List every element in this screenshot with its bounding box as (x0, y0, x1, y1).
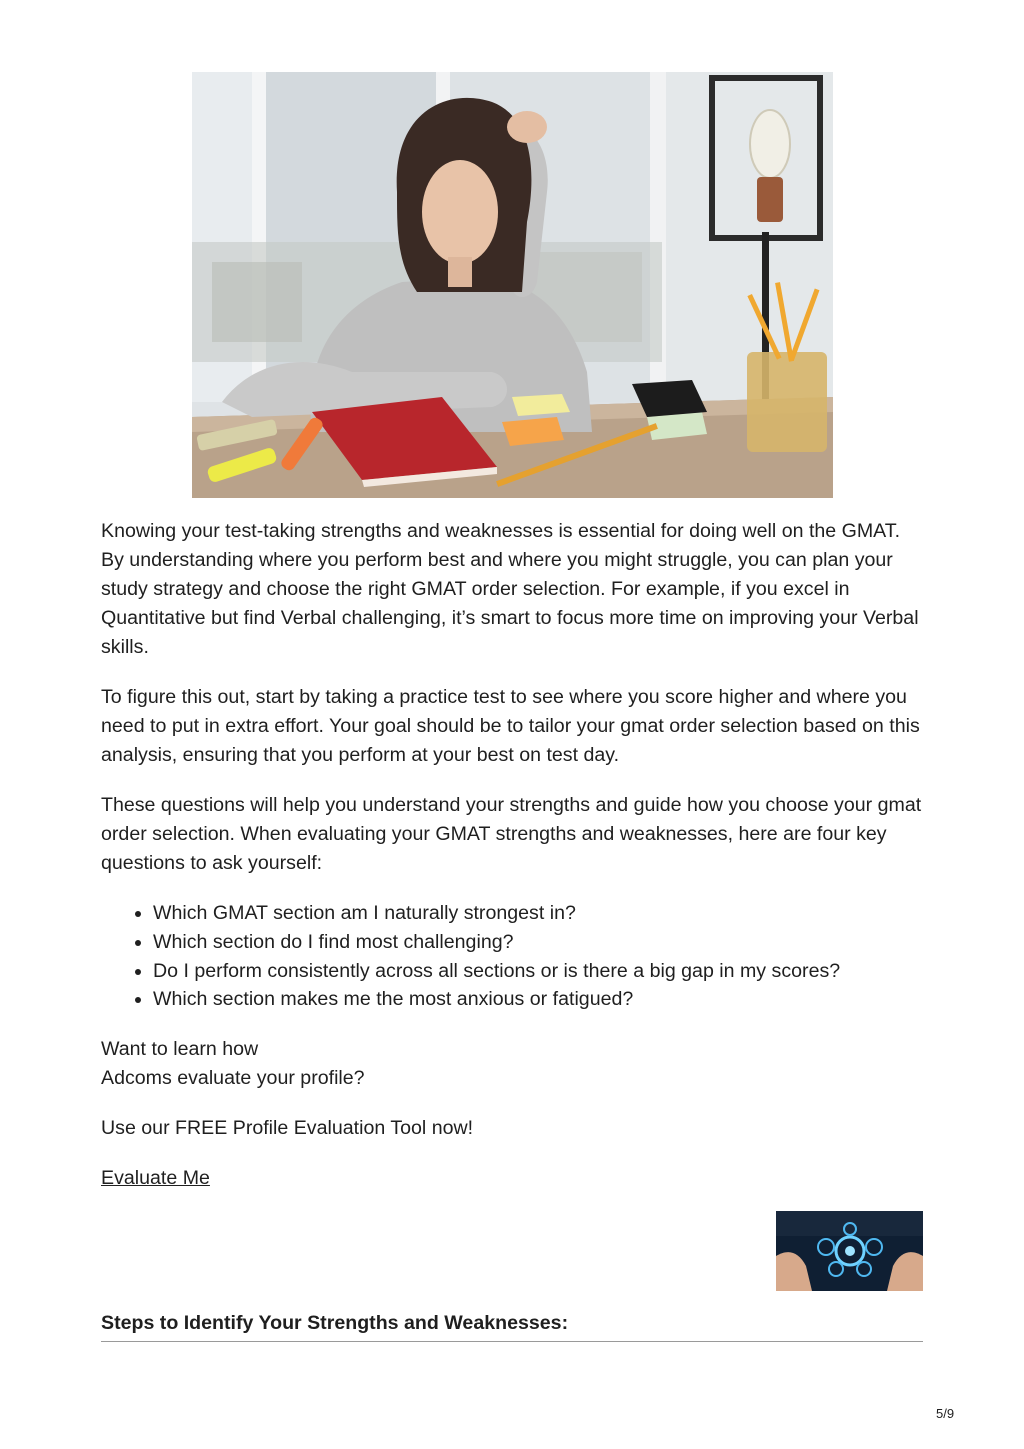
list-item: • Do I perform consistently across all sections or is there a big gap in my scores? (153, 957, 923, 986)
page-number: 5/9 (936, 1406, 955, 1421)
questions-list (101, 899, 923, 1014)
article-body (101, 517, 923, 1214)
thumbnail-image[interactable] (776, 1211, 923, 1291)
list-item: • Which section makes me the most anxious or fatigued? (153, 985, 923, 1014)
list-item: • Which GMAT section am I naturally strongest in? (153, 899, 923, 928)
promo-cta-text: Use our FREE Profile Evaluation Tool now! (101, 1117, 474, 1140)
section-heading: Steps to Identify Your Strengths and Weaknesses: (101, 1309, 923, 1342)
promo-line-1: Want to learn how (101, 1038, 259, 1061)
evaluate-me-link[interactable]: Evaluate Me (101, 1167, 210, 1190)
paragraph: To figure this out, start by taking a practice test to see where you score higher and where you need to put in extra effort. Your goal should be to tailor your gmat order selection based on this analysis, ensuring that you perform at your best on test day. (101, 686, 920, 766)
paragraph: Knowing your test-taking strengths and weaknesses is essential for doing well on the GMAT. By understanding where you perform best and where you might struggle, you can plan your study strategy and choose the right GMAT order selection. For example, if you excel in Quantitative but find Verbal challenging, it’s smart to focus more time on improving your Verbal skills. (101, 520, 919, 658)
promo-line-2: Adcoms evaluate your profile? (101, 1067, 365, 1090)
paragraph: These questions will help you understand your strengths and guide how you choose your gmat order selection. When evaluating your GMAT strengths and weaknesses, here are four key questions to ask yourself: (101, 794, 922, 874)
hero-image (192, 72, 833, 498)
promo-text (101, 1035, 923, 1093)
list-item: • Which section do I find most challenging? (153, 928, 923, 957)
